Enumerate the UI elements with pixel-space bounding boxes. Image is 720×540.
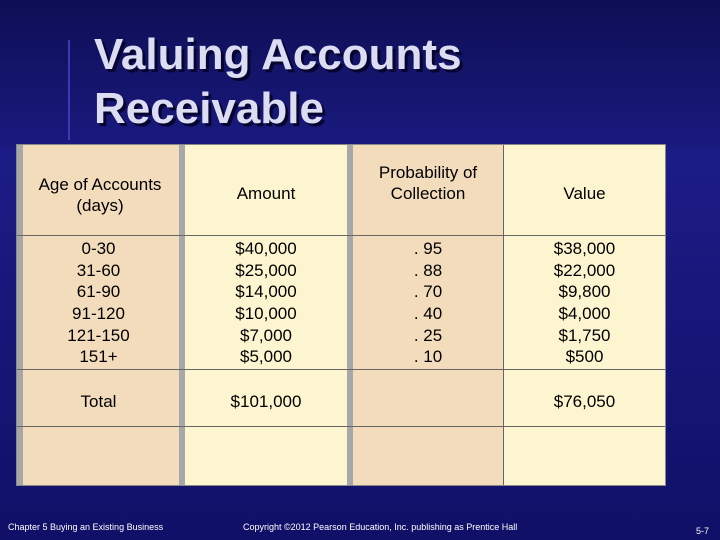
list-item: 91-120 bbox=[72, 304, 125, 323]
list-item: $10,000 bbox=[235, 304, 297, 323]
list-item: . 25 bbox=[413, 325, 443, 345]
list-item: $38,000 bbox=[553, 239, 616, 259]
list-item: $9,800 bbox=[558, 282, 611, 302]
value-list bbox=[504, 237, 665, 369]
footer-copyright: Copyright ©2012 Pearson Education, Inc. publishing as Prentice Hall bbox=[243, 522, 518, 532]
amount-list bbox=[185, 237, 347, 369]
list-item: . 10 bbox=[413, 347, 443, 367]
list-item: . 88 bbox=[413, 260, 443, 280]
total-value: $76,050 bbox=[553, 391, 616, 411]
age-list bbox=[23, 237, 174, 369]
footer-chapter: Chapter 5 Buying an Existing Business bbox=[8, 522, 164, 532]
list-item: 61-90 bbox=[76, 282, 121, 302]
total-probability bbox=[353, 389, 503, 413]
header-age-label: Age of Accounts (days) bbox=[38, 175, 162, 215]
body-divider bbox=[17, 369, 665, 370]
header-value-label: Value bbox=[563, 183, 606, 203]
list-item: $500 bbox=[565, 347, 604, 367]
list-item: . 95 bbox=[413, 239, 443, 259]
header-divider bbox=[17, 235, 665, 236]
list-item: 121-150 bbox=[67, 325, 130, 345]
list-item: $7,000 bbox=[240, 325, 292, 345]
header-probability bbox=[353, 163, 503, 203]
list-item: $22,000 bbox=[553, 260, 616, 280]
list-item: . 70 bbox=[413, 282, 443, 302]
probability-list bbox=[353, 237, 503, 369]
header-amount-label: Amount bbox=[236, 183, 296, 203]
header-amount bbox=[185, 181, 347, 205]
total-divider bbox=[17, 426, 665, 427]
list-item: 151+ bbox=[79, 347, 118, 367]
slide-title: Valuing Accounts Receivable bbox=[94, 30, 462, 133]
total-label: Total bbox=[80, 391, 117, 411]
list-item: $1,750 bbox=[558, 325, 611, 345]
list-item: 0-30 bbox=[81, 239, 116, 259]
header-probability-label: Probability of Collection bbox=[378, 163, 478, 203]
list-item: 31-60 bbox=[76, 260, 121, 280]
receivables-table bbox=[16, 144, 666, 486]
list-item: $40,000 bbox=[235, 239, 297, 259]
total-amount: $101,000 bbox=[230, 391, 302, 411]
list-item: . 40 bbox=[413, 304, 443, 323]
list-item: $25,000 bbox=[235, 260, 297, 280]
list-item: $4,000 bbox=[558, 304, 611, 323]
list-item: $14,000 bbox=[235, 282, 297, 302]
list-item: $5,000 bbox=[240, 347, 292, 367]
slide-number: 5-7 bbox=[696, 526, 710, 536]
title-accent-line bbox=[68, 40, 70, 140]
header-value bbox=[504, 181, 665, 205]
header-age bbox=[31, 163, 169, 227]
